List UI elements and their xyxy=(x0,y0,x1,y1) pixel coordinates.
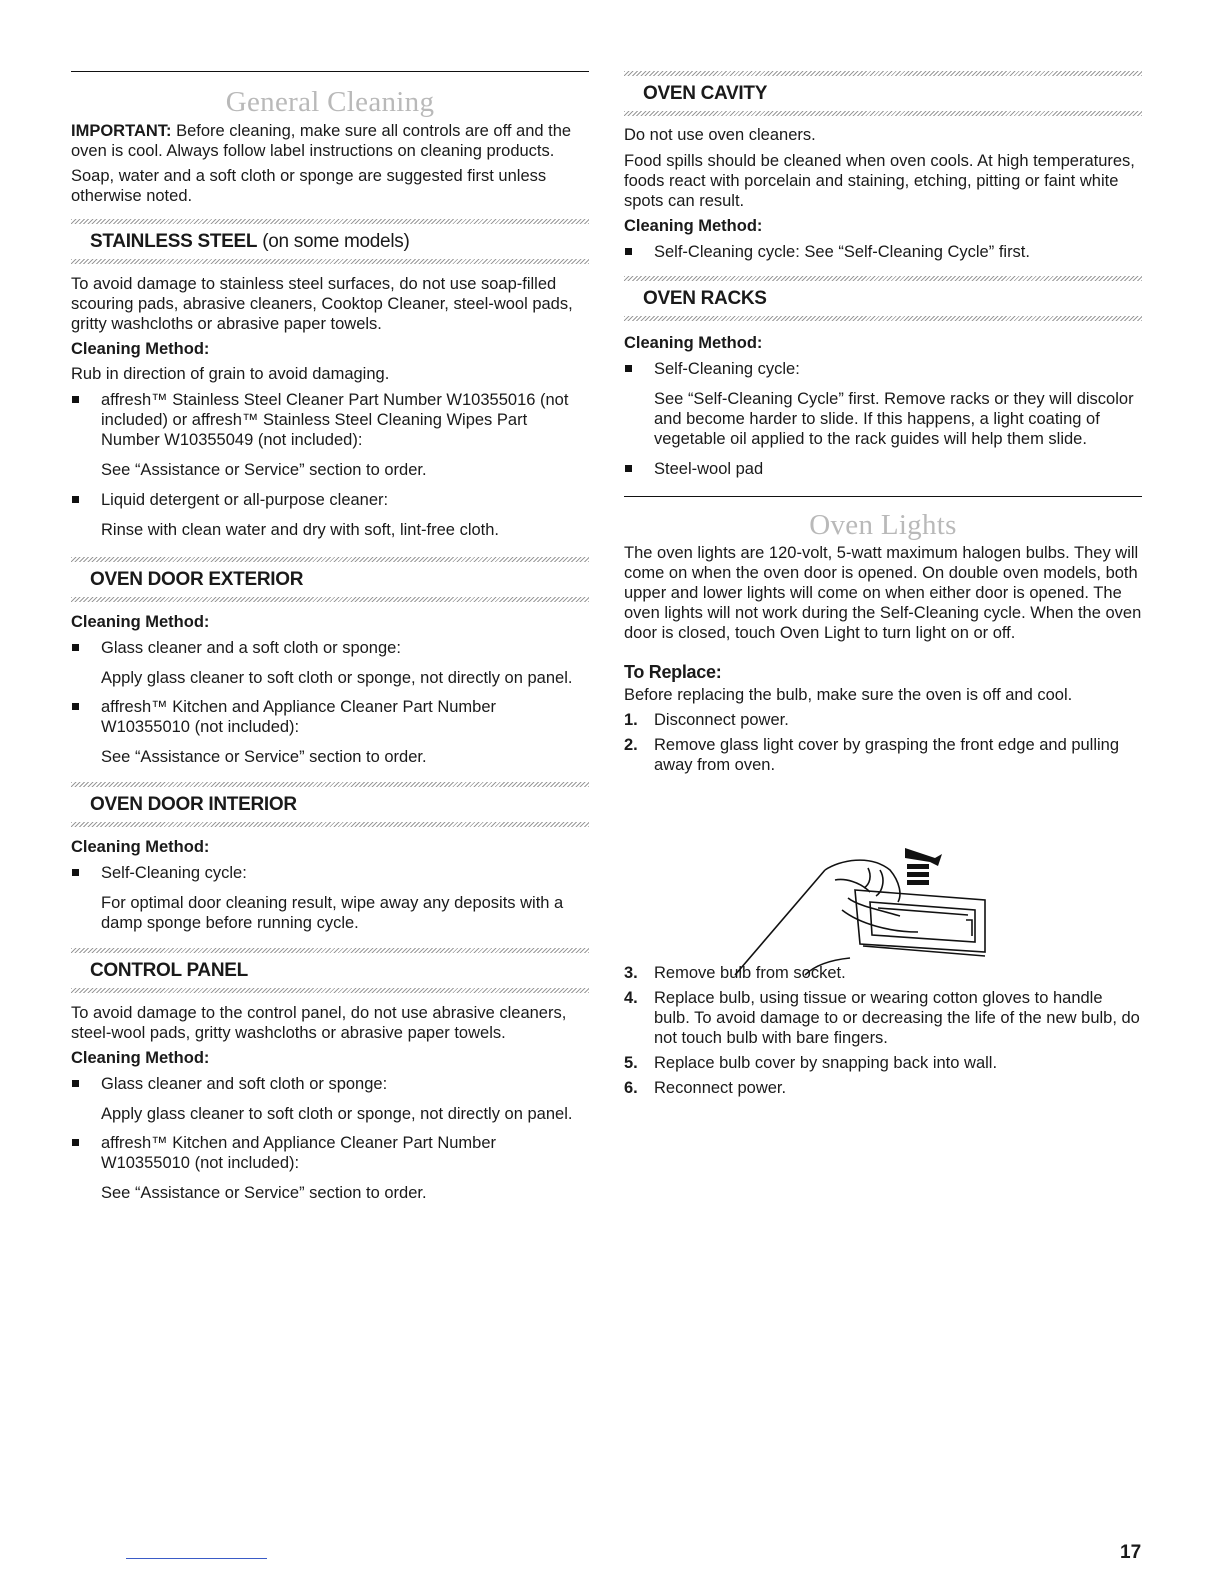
oven-cavity-p1: Do not use oven cleaners. xyxy=(624,126,816,144)
door-interior-heading: OVEN DOOR INTERIOR xyxy=(90,794,297,815)
door-interior-method-label: Cleaning Method: xyxy=(71,838,210,856)
oven-cavity-method-label: Cleaning Method: xyxy=(624,217,763,235)
oven-lights-title: Oven Lights xyxy=(809,509,957,541)
stainless-intro: To avoid damage to stainless steel surfaces, do not use soap-filled scouring pads, abrasive cleaners, Cooktop Cleaner, steel-wool pads, gritty washcloths or abrasive paper towels. xyxy=(71,275,573,333)
step-item: 2. Remove glass light cover by grasping the front edge and pulling away from oven. xyxy=(624,736,1120,774)
pull-arrow-icon xyxy=(905,848,942,885)
step-item: 4. Replace bulb, using tissue or wearing cotton gloves to handle bulb. To avoid damage to or decreasing the life of the new bulb, do not touch bulb with bare fingers. xyxy=(624,989,1140,1047)
list-item-note: See “Assistance or Service” section to order. xyxy=(101,461,427,479)
list-item: affresh™ Stainless Steel Cleaner Part Number W10355016 (not included) or affresh™ Stainless Steel Cleaning Wipes Part Number W10355049 (not included): xyxy=(71,390,589,450)
list-item: Glass cleaner and soft cloth or sponge: xyxy=(71,1074,589,1094)
door-exterior-header xyxy=(71,557,589,602)
to-replace-intro: Before replacing the bulb, make sure the oven is off and cool. xyxy=(624,686,1073,704)
bullet-icon xyxy=(625,248,632,255)
oven-cavity-p2: Food spills should be cleaned when oven cools. At high temperatures, foods react with porcelain and staining, etching, pitting or faint white spots can result. xyxy=(624,152,1135,210)
list-item: Glass cleaner and a soft cloth or sponge: xyxy=(71,638,589,658)
control-panel-intro: To avoid damage to the control panel, do not use abrasive cleaners, steel-wool pads, gritty washcloths or abrasive paper towels. xyxy=(71,1004,567,1042)
control-panel-header xyxy=(71,948,589,993)
bullet-icon xyxy=(72,1139,79,1146)
list-item: Self-Cleaning cycle: xyxy=(71,863,589,883)
stainless-method-label: Cleaning Method: xyxy=(71,340,210,358)
to-replace-heading: To Replace: xyxy=(624,662,722,682)
list-item: Self-Cleaning cycle: xyxy=(624,359,1142,379)
door-exterior-method-label: Cleaning Method: xyxy=(71,613,210,631)
oven-lights-intro: The oven lights are 120-volt, 5-watt maximum halogen bulbs. They will come on when the oven door is opened. On double oven models, both upper and lower lights will come on when either door is opened. The oven lights will not work during the Self-Cleaning cycle. When the oven door is closed, touch Oven Light to turn light on or off. xyxy=(624,544,1142,642)
soap-paragraph: Soap, water and a soft cloth or sponge are suggested first unless otherwise noted. xyxy=(71,167,547,205)
oven-racks-heading: OVEN RACKS xyxy=(643,288,767,309)
oven-racks-method-label: Cleaning Method: xyxy=(624,334,763,352)
list-item-note: For optimal door cleaning result, wipe away any deposits with a damp sponge before running cycle. xyxy=(101,894,564,932)
oven-cavity-heading: OVEN CAVITY xyxy=(643,83,768,104)
list-item: Self-Cleaning cycle: See “Self-Cleaning Cycle” first. xyxy=(624,242,1142,262)
light-cover-illustration xyxy=(730,840,1000,980)
list-item: affresh™ Kitchen and Appliance Cleaner Part Number W10355010 (not included): xyxy=(71,1133,589,1173)
list-item-note: Apply glass cleaner to soft cloth or sponge, not directly on panel. xyxy=(101,1105,573,1123)
door-interior-header xyxy=(71,782,589,827)
oven-lights-rule xyxy=(624,496,1142,497)
list-item-note: See “Assistance or Service” section to order. xyxy=(101,1184,427,1202)
bullet-icon xyxy=(72,703,79,710)
door-exterior-heading: OVEN DOOR EXTERIOR xyxy=(90,569,304,590)
bullet-icon xyxy=(72,1080,79,1087)
important-paragraph xyxy=(71,121,589,161)
important-label: IMPORTANT: xyxy=(71,122,172,140)
top-rule-left xyxy=(71,71,589,72)
bullet-icon xyxy=(72,869,79,876)
wall-lower-line xyxy=(805,958,850,975)
list-item: Steel-wool pad xyxy=(624,459,1142,479)
step-item: 1. Disconnect power. xyxy=(624,711,789,729)
step-item: 3. Remove bulb from socket. xyxy=(624,964,846,982)
list-item: Liquid detergent or all-purpose cleaner: xyxy=(71,490,589,510)
list-item-note: See “Self-Cleaning Cycle” first. Remove racks or they will discolor and become harder to slide. If this happens, a light coating of vegetable oil applied to the rack guides will help them slide. xyxy=(654,390,1134,448)
control-panel-heading: CONTROL PANEL xyxy=(90,960,248,981)
left-column xyxy=(71,0,589,1203)
list-item-note: See “Assistance or Service” section to order. xyxy=(101,748,427,766)
stainless-rub-text: Rub in direction of grain to avoid damaging. xyxy=(71,365,390,383)
list-item-note: Apply glass cleaner to soft cloth or sponge, not directly on panel. xyxy=(101,669,573,687)
step-item: 5. Replace bulb cover by snapping back into wall. xyxy=(624,1054,998,1072)
page-number: 17 xyxy=(1120,1542,1142,1563)
general-cleaning-title: General Cleaning xyxy=(225,86,435,118)
bottom-link-line xyxy=(126,1558,267,1559)
control-panel-method-label: Cleaning Method: xyxy=(71,1049,210,1067)
wall-edge-line xyxy=(735,870,825,975)
important-text: Before cleaning, make sure all controls are off and the oven is cool. Always follow label instructions on cleaning products. xyxy=(71,122,572,160)
bullet-icon xyxy=(72,396,79,403)
list-item: affresh™ Kitchen and Appliance Cleaner Part Number W10355010 (not included): xyxy=(71,697,589,737)
oven-cavity-header xyxy=(624,71,1142,116)
stainless-steel-heading: STAINLESS STEEL (on some models) xyxy=(90,231,410,252)
step-item: 6. Reconnect power. xyxy=(624,1079,787,1097)
bullet-icon xyxy=(625,465,632,472)
light-cover-icon xyxy=(855,890,985,956)
bullet-icon xyxy=(72,644,79,651)
list-item-note: Rinse with clean water and dry with soft, lint-free cloth. xyxy=(101,521,500,539)
bullet-icon xyxy=(625,365,632,372)
bullet-icon xyxy=(72,496,79,503)
stainless-steel-header xyxy=(71,219,589,264)
oven-racks-header xyxy=(624,276,1142,321)
